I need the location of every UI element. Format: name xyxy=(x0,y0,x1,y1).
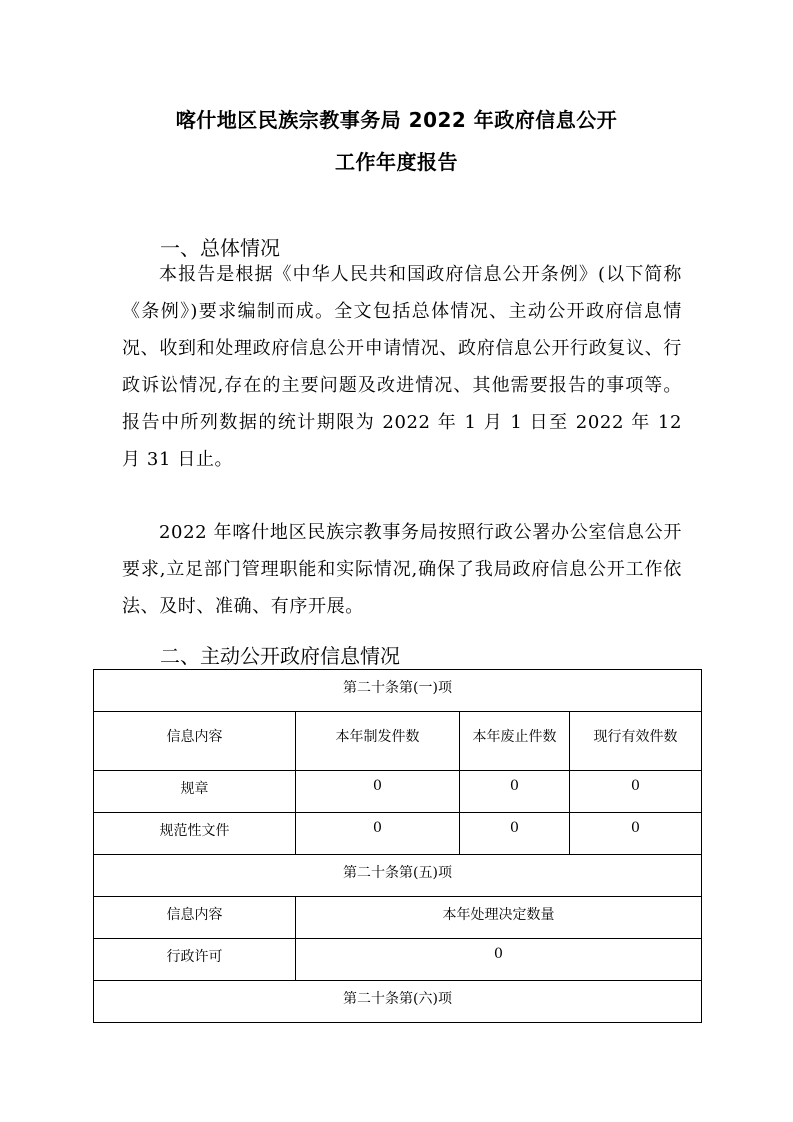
table-header-row xyxy=(94,897,702,939)
value-cell: 0 xyxy=(296,939,702,981)
row-label-cell: 行政许可 xyxy=(94,939,296,981)
header-cell: 本年废止件数 xyxy=(460,712,570,771)
header-cell: 信息内容 xyxy=(94,897,296,939)
header-cell: 本年制发件数 xyxy=(296,712,460,771)
header-cell: 信息内容 xyxy=(94,712,296,771)
section-title-cell: 第二十条第(六)项 xyxy=(94,981,702,1023)
table-header-row xyxy=(94,712,702,771)
table-row xyxy=(94,939,702,981)
value-cell: 0 xyxy=(296,813,460,855)
value-cell: 0 xyxy=(296,771,460,813)
table-section-row xyxy=(94,855,702,897)
section1-paragraph2: 2022 年喀什地区民族宗教事务局按照行政公署办公室信息公开要求,立足部门管理职能和实际情况,确保了我局政府信息公开工作依法、及时、准确、有序开展。 xyxy=(122,522,682,617)
section-title-cell: 第二十条第(五)项 xyxy=(94,855,702,897)
header-cell: 本年处理决定数量 xyxy=(296,897,702,939)
section1-paragraph1: 本报告是根据《中华人民共和国政府信息公开条例》(以下简称《条例》)要求编制而成。全文包括总体情况、主动公开政府信息情况、收到和处理政府信息公开申请情况、政府信息公开行政复议、行政诉讼情况,存在的主要问题及改进情况、其他需要报告的事项等。报告中所列数据的统计期限为 2022 年 1 月 1 日至 2022 年 12 月 31 日止。 xyxy=(122,264,682,470)
report-title-line2: 工作年度报告 xyxy=(335,150,458,174)
table-row xyxy=(94,813,702,855)
row-label-cell: 规章 xyxy=(94,771,296,813)
value-cell: 0 xyxy=(460,813,570,855)
table-row xyxy=(94,771,702,813)
report-title-line1: 喀什地区民族宗教事务局 2022 年政府信息公开 xyxy=(175,108,618,132)
table-section-row xyxy=(94,981,702,1023)
section2-heading: 二、主动公开政府信息情况 xyxy=(160,644,400,668)
row-label-cell: 规范性文件 xyxy=(94,813,296,855)
section1-heading: 一、总体情况 xyxy=(160,236,280,260)
disclosure-table xyxy=(93,669,702,1023)
value-cell: 0 xyxy=(570,771,702,813)
value-cell: 0 xyxy=(460,771,570,813)
table-section-row xyxy=(94,670,702,712)
header-cell: 现行有效件数 xyxy=(570,712,702,771)
value-cell: 0 xyxy=(570,813,702,855)
section-title-cell: 第二十条第(一)项 xyxy=(94,670,702,712)
